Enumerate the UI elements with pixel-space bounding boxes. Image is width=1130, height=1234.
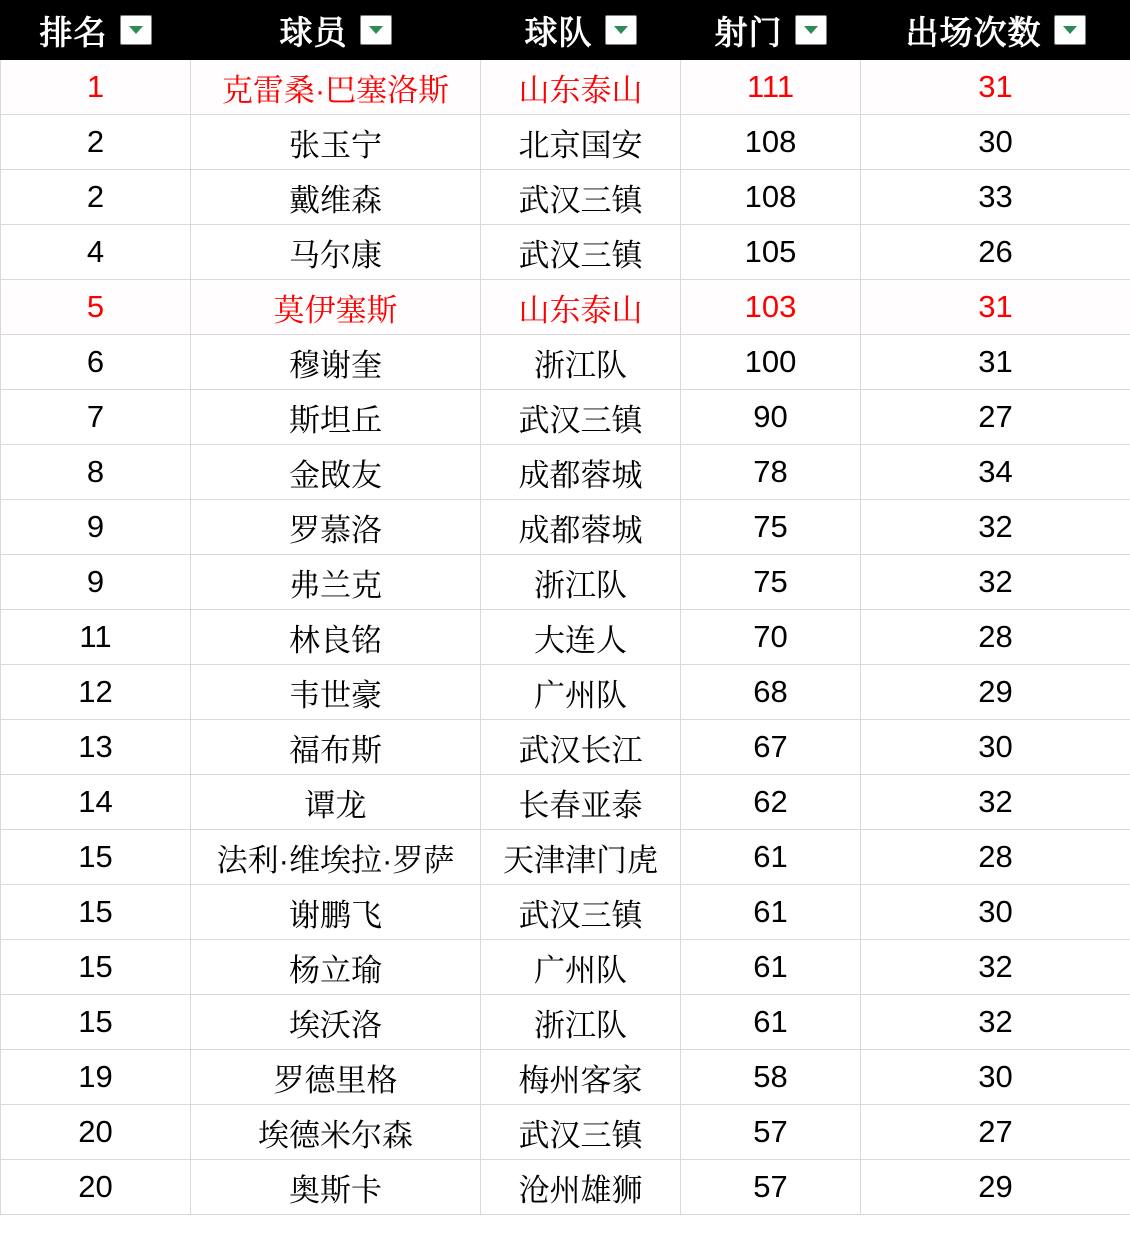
cell-team[interactable]: 成都蓉城 bbox=[481, 500, 681, 555]
column-header-team-label: 球队 bbox=[524, 13, 593, 51]
column-header-player[interactable] bbox=[191, 1, 481, 60]
cell-player[interactable]: 奥斯卡 bbox=[191, 1160, 481, 1215]
cell-shots[interactable]: 61 bbox=[681, 885, 861, 940]
cell-player[interactable]: 埃沃洛 bbox=[191, 995, 481, 1050]
cell-rank[interactable]: 15 bbox=[1, 995, 191, 1050]
cell-player[interactable]: 埃德米尔森 bbox=[191, 1105, 481, 1160]
cell-player[interactable]: 杨立瑜 bbox=[191, 940, 481, 995]
cell-rank[interactable]: 20 bbox=[1, 1160, 191, 1215]
filter-dropdown-icon[interactable] bbox=[605, 15, 637, 45]
cell-shots[interactable]: 103 bbox=[681, 280, 861, 335]
table-row[interactable] bbox=[1, 170, 1130, 225]
cell-player[interactable]: 法利·维埃拉·罗萨 bbox=[191, 830, 481, 885]
table-row[interactable] bbox=[1, 445, 1130, 500]
cell-team[interactable]: 梅州客家 bbox=[481, 1050, 681, 1105]
table-row[interactable] bbox=[1, 830, 1130, 885]
cell-shots[interactable]: 111 bbox=[681, 60, 861, 115]
cell-appearances[interactable]: 34 bbox=[861, 445, 1130, 500]
cell-team[interactable]: 沧州雄狮 bbox=[481, 1160, 681, 1215]
cell-rank[interactable]: 9 bbox=[1, 555, 191, 610]
cell-rank[interactable]: 19 bbox=[1, 1050, 191, 1105]
cell-team[interactable]: 武汉三镇 bbox=[481, 390, 681, 445]
cell-player[interactable]: 克雷桑·巴塞洛斯 bbox=[191, 60, 481, 115]
cell-team[interactable]: 长春亚泰 bbox=[481, 775, 681, 830]
table-row[interactable] bbox=[1, 1105, 1130, 1160]
cell-shots[interactable]: 62 bbox=[681, 775, 861, 830]
cell-shots[interactable]: 61 bbox=[681, 940, 861, 995]
cell-player[interactable]: 谢鹏飞 bbox=[191, 885, 481, 940]
cell-rank[interactable]: 5 bbox=[1, 280, 191, 335]
cell-appearances[interactable]: 26 bbox=[861, 225, 1130, 280]
cell-player[interactable]: 穆谢奎 bbox=[191, 335, 481, 390]
table-row[interactable] bbox=[1, 115, 1130, 170]
cell-team[interactable]: 山东泰山 bbox=[481, 60, 681, 115]
cell-shots[interactable]: 57 bbox=[681, 1160, 861, 1215]
cell-rank[interactable]: 7 bbox=[1, 390, 191, 445]
cell-rank[interactable]: 8 bbox=[1, 445, 191, 500]
cell-player[interactable]: 林良铭 bbox=[191, 610, 481, 665]
cell-appearances[interactable]: 30 bbox=[861, 1050, 1130, 1105]
cell-rank[interactable]: 11 bbox=[1, 610, 191, 665]
cell-rank[interactable]: 1 bbox=[1, 60, 191, 115]
cell-team[interactable]: 武汉三镇 bbox=[481, 170, 681, 225]
filter-dropdown-icon[interactable] bbox=[120, 15, 152, 45]
cell-team[interactable]: 广州队 bbox=[481, 665, 681, 720]
cell-shots[interactable]: 75 bbox=[681, 500, 861, 555]
cell-rank[interactable]: 15 bbox=[1, 940, 191, 995]
cell-player[interactable]: 谭龙 bbox=[191, 775, 481, 830]
cell-rank[interactable]: 2 bbox=[1, 115, 191, 170]
table-row[interactable] bbox=[1, 500, 1130, 555]
column-header-rank-label: 排名 bbox=[39, 13, 108, 51]
cell-appearances[interactable]: 31 bbox=[861, 335, 1130, 390]
table-row[interactable] bbox=[1, 940, 1130, 995]
table-row[interactable] bbox=[1, 1050, 1130, 1105]
table-row[interactable] bbox=[1, 995, 1130, 1050]
cell-appearances[interactable]: 31 bbox=[861, 60, 1130, 115]
cell-shots[interactable]: 58 bbox=[681, 1050, 861, 1105]
cell-rank[interactable]: 13 bbox=[1, 720, 191, 775]
cell-appearances[interactable]: 32 bbox=[861, 940, 1130, 995]
cell-team[interactable]: 武汉长江 bbox=[481, 720, 681, 775]
table-row[interactable] bbox=[1, 610, 1130, 665]
filter-dropdown-icon[interactable] bbox=[795, 15, 827, 45]
column-header-shots[interactable] bbox=[681, 1, 861, 60]
table-row[interactable] bbox=[1, 280, 1130, 335]
column-header-appearances[interactable] bbox=[861, 1, 1130, 60]
cell-appearances[interactable]: 31 bbox=[861, 280, 1130, 335]
column-header-appearances-label: 出场次数 bbox=[905, 13, 1042, 51]
filter-dropdown-icon[interactable] bbox=[1054, 15, 1086, 45]
cell-rank[interactable]: 15 bbox=[1, 830, 191, 885]
cell-appearances[interactable]: 32 bbox=[861, 995, 1130, 1050]
cell-player[interactable]: 罗慕洛 bbox=[191, 500, 481, 555]
cell-team[interactable]: 武汉三镇 bbox=[481, 225, 681, 280]
cell-appearances[interactable]: 29 bbox=[861, 665, 1130, 720]
cell-appearances[interactable]: 29 bbox=[861, 1160, 1130, 1215]
table-row[interactable] bbox=[1, 390, 1130, 445]
filter-dropdown-icon[interactable] bbox=[360, 15, 392, 45]
cell-appearances[interactable]: 27 bbox=[861, 390, 1130, 445]
cell-appearances[interactable]: 32 bbox=[861, 500, 1130, 555]
cell-player[interactable]: 弗兰克 bbox=[191, 555, 481, 610]
cell-player[interactable]: 戴维森 bbox=[191, 170, 481, 225]
cell-appearances[interactable]: 30 bbox=[861, 885, 1130, 940]
table-body bbox=[1, 60, 1130, 1215]
cell-rank[interactable]: 2 bbox=[1, 170, 191, 225]
cell-shots[interactable]: 68 bbox=[681, 665, 861, 720]
cell-appearances[interactable]: 30 bbox=[861, 720, 1130, 775]
cell-team[interactable]: 武汉三镇 bbox=[481, 1105, 681, 1160]
cell-appearances[interactable]: 32 bbox=[861, 775, 1130, 830]
cell-team[interactable]: 大连人 bbox=[481, 610, 681, 665]
cell-shots[interactable]: 70 bbox=[681, 610, 861, 665]
cell-player[interactable]: 罗德里格 bbox=[191, 1050, 481, 1105]
cell-shots[interactable]: 90 bbox=[681, 390, 861, 445]
cell-rank[interactable]: 6 bbox=[1, 335, 191, 390]
header-row bbox=[1, 1, 1130, 60]
table-row[interactable] bbox=[1, 60, 1130, 115]
table-row[interactable] bbox=[1, 885, 1130, 940]
table-row[interactable] bbox=[1, 555, 1130, 610]
cell-player[interactable]: 金敃友 bbox=[191, 445, 481, 500]
cell-team[interactable]: 成都蓉城 bbox=[481, 445, 681, 500]
cell-rank[interactable]: 12 bbox=[1, 665, 191, 720]
column-header-team[interactable] bbox=[481, 1, 681, 60]
cell-player[interactable]: 福布斯 bbox=[191, 720, 481, 775]
cell-team[interactable]: 天津津门虎 bbox=[481, 830, 681, 885]
cell-rank[interactable]: 14 bbox=[1, 775, 191, 830]
cell-rank[interactable]: 20 bbox=[1, 1105, 191, 1160]
table-row[interactable] bbox=[1, 335, 1130, 390]
cell-shots[interactable]: 100 bbox=[681, 335, 861, 390]
column-header-shots-label: 射门 bbox=[714, 13, 783, 51]
cell-appearances[interactable]: 32 bbox=[861, 555, 1130, 610]
cell-team[interactable]: 广州队 bbox=[481, 940, 681, 995]
column-header-rank[interactable] bbox=[1, 1, 191, 60]
table-row[interactable] bbox=[1, 665, 1130, 720]
cell-player[interactable]: 马尔康 bbox=[191, 225, 481, 280]
cell-shots[interactable]: 57 bbox=[681, 1105, 861, 1160]
table-row[interactable] bbox=[1, 1160, 1130, 1215]
cell-appearances[interactable]: 28 bbox=[861, 610, 1130, 665]
cell-shots[interactable]: 108 bbox=[681, 170, 861, 225]
table-header bbox=[1, 1, 1130, 60]
column-header-player-label: 球员 bbox=[279, 13, 348, 51]
cell-shots[interactable]: 75 bbox=[681, 555, 861, 610]
cell-rank[interactable]: 9 bbox=[1, 500, 191, 555]
table-row[interactable] bbox=[1, 775, 1130, 830]
cell-player[interactable]: 斯坦丘 bbox=[191, 390, 481, 445]
cell-team[interactable]: 北京国安 bbox=[481, 115, 681, 170]
cell-player[interactable]: 莫伊塞斯 bbox=[191, 280, 481, 335]
table-row[interactable] bbox=[1, 720, 1130, 775]
cell-shots[interactable]: 61 bbox=[681, 995, 861, 1050]
cell-team[interactable]: 山东泰山 bbox=[481, 280, 681, 335]
cell-player[interactable]: 张玉宁 bbox=[191, 115, 481, 170]
cell-appearances[interactable]: 30 bbox=[861, 115, 1130, 170]
cell-appearances[interactable]: 28 bbox=[861, 830, 1130, 885]
cell-shots[interactable]: 67 bbox=[681, 720, 861, 775]
cell-appearances[interactable]: 27 bbox=[861, 1105, 1130, 1160]
cell-team[interactable]: 浙江队 bbox=[481, 995, 681, 1050]
cell-appearances[interactable]: 33 bbox=[861, 170, 1130, 225]
cell-shots[interactable]: 105 bbox=[681, 225, 861, 280]
cell-rank[interactable]: 4 bbox=[1, 225, 191, 280]
cell-shots[interactable]: 78 bbox=[681, 445, 861, 500]
cell-player[interactable]: 韦世豪 bbox=[191, 665, 481, 720]
cell-shots[interactable]: 61 bbox=[681, 830, 861, 885]
cell-rank[interactable]: 15 bbox=[1, 885, 191, 940]
cell-team[interactable]: 浙江队 bbox=[481, 555, 681, 610]
cell-team[interactable]: 浙江队 bbox=[481, 335, 681, 390]
cell-team[interactable]: 武汉三镇 bbox=[481, 885, 681, 940]
table-row[interactable] bbox=[1, 225, 1130, 280]
cell-shots[interactable]: 108 bbox=[681, 115, 861, 170]
